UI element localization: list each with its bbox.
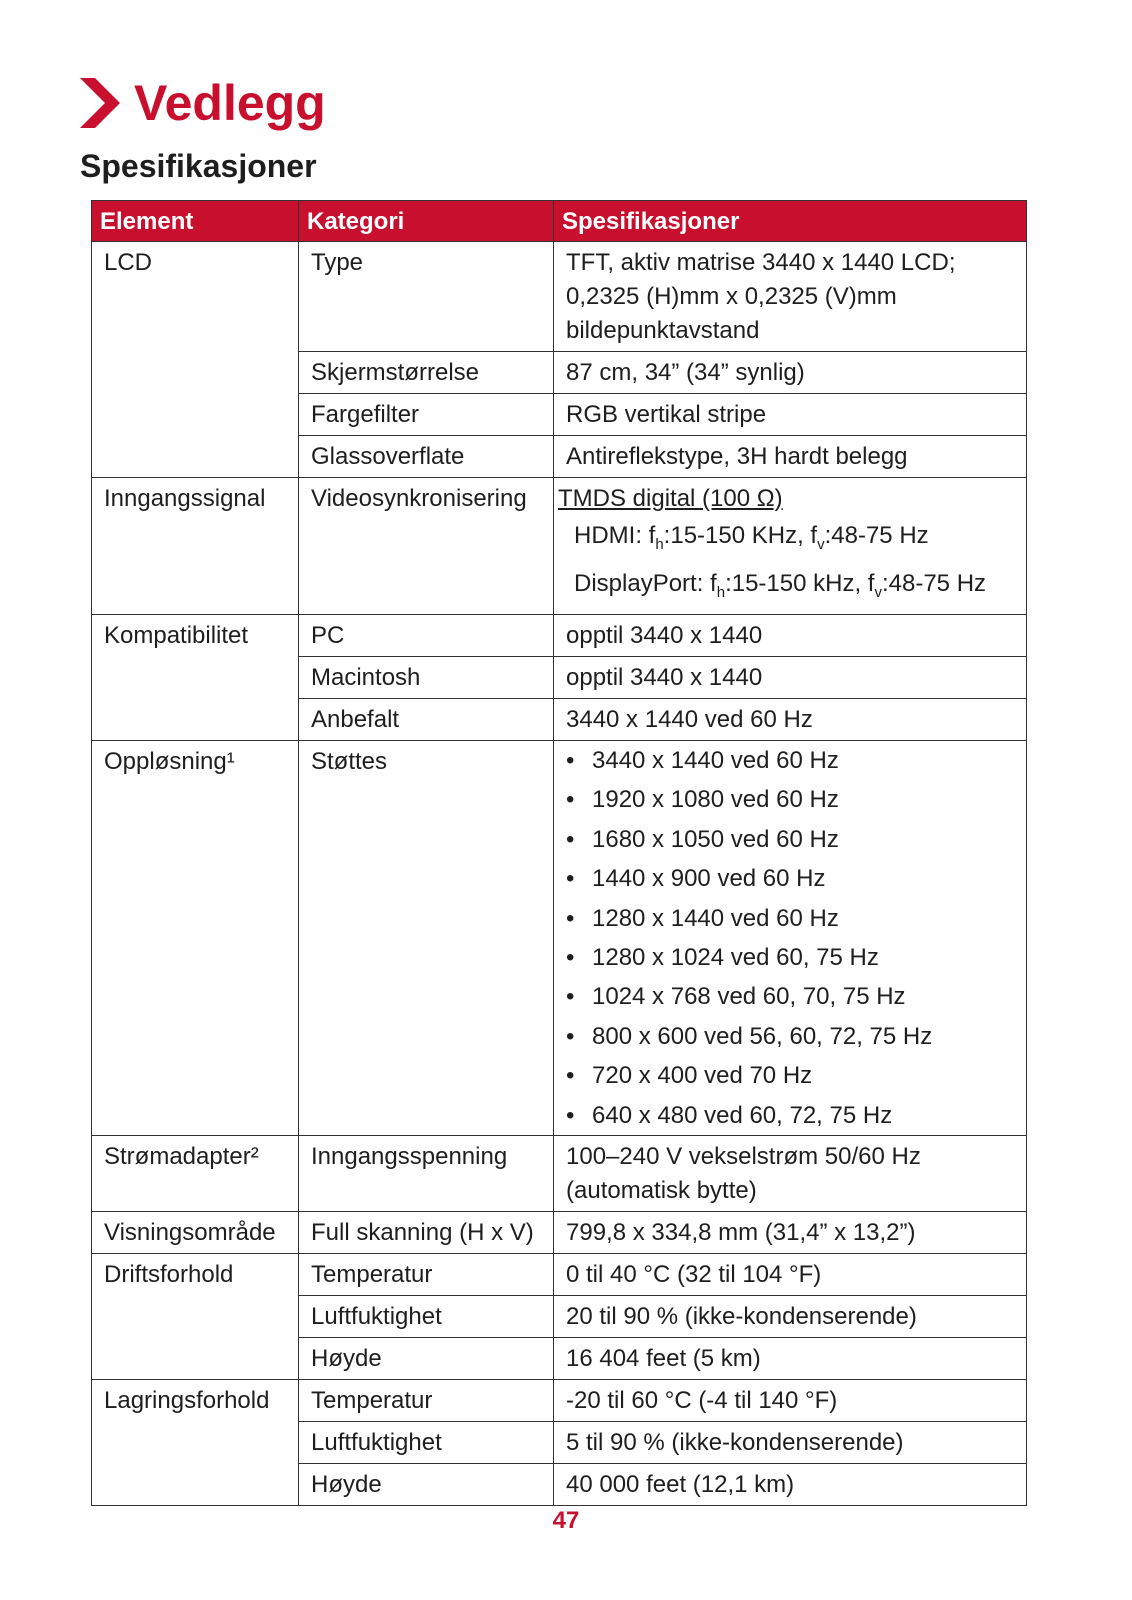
- spec-cell: [554, 478, 1027, 615]
- sync-sub: v: [817, 536, 825, 553]
- spec-cell: 5 til 90 % (ikke-kondenserende): [554, 1422, 1027, 1464]
- sync-text: :48-75 Hz: [881, 570, 987, 597]
- sync-text: :48-75 Hz: [824, 522, 929, 549]
- spec-cell: [554, 1136, 1027, 1212]
- table-row: [92, 242, 1027, 352]
- header-element: Element: [92, 201, 299, 242]
- resolution-item: [566, 938, 1014, 977]
- resolution-item: [566, 1056, 1014, 1095]
- spec-line: 100–240 V vekselstrøm 50/60 Hz: [566, 1143, 921, 1171]
- table-row: [92, 1254, 1027, 1296]
- chapter-header: [80, 74, 326, 132]
- category-cell: PC: [299, 615, 554, 657]
- row-element-compat: Kompatibilitet: [92, 615, 299, 741]
- row-element-display-area: Visningsområde: [92, 1212, 299, 1254]
- table-row: [92, 1380, 1027, 1422]
- category-cell: Høyde: [299, 1464, 554, 1506]
- resolution-text: 1024 x 768 ved 60, 70, 75 Hz: [592, 983, 906, 1011]
- table-row: [92, 1212, 1027, 1254]
- resolution-text: 720 x 400 ved 70 Hz: [592, 1062, 813, 1090]
- row-element-resolution: Oppløsning¹: [92, 741, 299, 1136]
- spec-cell: opptil 3440 x 1440: [554, 615, 1027, 657]
- spec-line: bildepunktavstand: [566, 317, 760, 344]
- header-spec: Spesifikasjoner: [554, 201, 1027, 242]
- spec-line: TFT, aktiv matrise 3440 x 1440 LCD;: [566, 249, 956, 276]
- spec-cell: 20 til 90 % (ikke-kondenserende): [554, 1296, 1027, 1338]
- resolution-item: [566, 820, 1014, 859]
- resolution-item: [566, 859, 1014, 898]
- category-cell: Luftfuktighet: [299, 1296, 554, 1338]
- spec-cell: 0 til 40 °C (32 til 104 °F): [554, 1254, 1027, 1296]
- bullet-icon: •: [566, 983, 575, 1011]
- bullet-icon: •: [566, 786, 575, 814]
- resolution-text: 1280 x 1440 ved 60 Hz: [592, 904, 839, 932]
- sync-sub: h: [655, 536, 664, 553]
- category-cell: Temperatur: [299, 1380, 554, 1422]
- category-cell: Macintosh: [299, 657, 554, 699]
- category-cell: Skjermstørrelse: [299, 352, 554, 394]
- table-header-row: [92, 201, 1027, 242]
- spec-cell: 3440 x 1440 ved 60 Hz: [554, 699, 1027, 741]
- resolution-text: 1680 x 1050 ved 60 Hz: [592, 825, 839, 853]
- spec-table: [91, 200, 1027, 1506]
- bullet-icon: •: [566, 865, 575, 893]
- table-row: [92, 615, 1027, 657]
- dp-sync-line: [566, 564, 1014, 612]
- category-cell: Støttes: [299, 741, 554, 1136]
- category-cell: Høyde: [299, 1338, 554, 1380]
- spec-cell: [554, 242, 1027, 352]
- resolution-item: [566, 741, 1014, 780]
- bullet-icon: •: [566, 747, 575, 774]
- bullet-icon: •: [566, 1022, 575, 1050]
- sync-text: :15-150 KHz, f: [663, 522, 818, 549]
- table-row: [92, 741, 1027, 1136]
- spec-line: TMDS digital (100 Ω): [558, 485, 783, 512]
- sync-text: HDMI: f: [574, 522, 656, 549]
- chapter-title: Vedlegg: [134, 75, 326, 131]
- row-element-power: Strømadapter²: [92, 1136, 299, 1212]
- bullet-icon: •: [566, 944, 575, 972]
- category-cell: Inngangsspenning: [299, 1136, 554, 1212]
- sync-sub: h: [716, 584, 726, 601]
- spec-line: 0,2325 (H)mm x 0,2325 (V)mm: [566, 283, 897, 310]
- spec-cell: Antireflekstype, 3H hardt belegg: [554, 436, 1027, 478]
- resolution-item: [566, 1096, 1014, 1135]
- spec-cell: opptil 3440 x 1440: [554, 657, 1027, 699]
- category-cell: Glassoverflate: [299, 436, 554, 478]
- row-element-operating: Driftsforhold: [92, 1254, 299, 1380]
- resolution-item: [566, 899, 1014, 938]
- spec-cell: [554, 741, 1027, 1136]
- category-cell: Videosynkronisering: [299, 478, 554, 615]
- bullet-icon: •: [566, 904, 575, 932]
- resolution-text: 640 x 480 ved 60, 72, 75 Hz: [592, 1101, 893, 1129]
- resolution-text: 1440 x 900 ved 60 Hz: [592, 865, 826, 893]
- hdmi-sync-line: [566, 516, 1014, 564]
- category-cell: Full skanning (H x V): [299, 1212, 554, 1254]
- page-number: 47: [552, 1507, 580, 1534]
- category-cell: Fargefilter: [299, 394, 554, 436]
- row-element-input: Inngangssignal: [92, 478, 299, 615]
- resolution-text: 1280 x 1024 ved 60, 75 Hz: [592, 944, 879, 972]
- spec-cell: 87 cm, 34” (34” synlig): [554, 352, 1027, 394]
- resolution-list: [566, 741, 1014, 1135]
- spec-cell: RGB vertikal stripe: [554, 394, 1027, 436]
- sync-text: :15-150 kHz, f: [725, 570, 875, 597]
- table-row: [92, 1136, 1027, 1212]
- category-cell: Anbefalt: [299, 699, 554, 741]
- spec-line: (automatisk bytte): [566, 1177, 757, 1205]
- table-row: [92, 478, 1027, 615]
- chevron-right-icon: [80, 78, 120, 128]
- spec-cell: 16 404 feet (5 km): [554, 1338, 1027, 1380]
- header-category: Kategori: [299, 201, 554, 242]
- row-element-storage: Lagringsforhold: [92, 1380, 299, 1506]
- spec-cell: -20 til 60 °C (-4 til 140 °F): [554, 1380, 1027, 1422]
- row-element-lcd: LCD: [92, 242, 299, 478]
- category-cell: Type: [299, 242, 554, 352]
- bullet-icon: •: [566, 1101, 575, 1129]
- category-cell: Temperatur: [299, 1254, 554, 1296]
- sync-text: DisplayPort: f: [574, 570, 717, 597]
- section-title: Spesifikasjoner: [80, 148, 317, 184]
- sync-sub: v: [874, 584, 882, 601]
- bullet-icon: •: [566, 1062, 575, 1090]
- resolution-item: [566, 977, 1014, 1016]
- resolution-text: 1920 x 1080 ved 60 Hz: [592, 786, 839, 814]
- spec-cell: 40 000 feet (12,1 km): [554, 1464, 1027, 1506]
- resolution-item: [566, 1017, 1014, 1056]
- resolution-item: [566, 780, 1014, 819]
- category-cell: Luftfuktighet: [299, 1422, 554, 1464]
- resolution-text: 800 x 600 ved 56, 60, 72, 75 Hz: [592, 1022, 933, 1050]
- spec-cell: 799,8 x 334,8 mm (31,4” x 13,2”): [554, 1212, 1027, 1254]
- resolution-text: 3440 x 1440 ved 60 Hz: [592, 747, 839, 774]
- bullet-icon: •: [566, 825, 575, 853]
